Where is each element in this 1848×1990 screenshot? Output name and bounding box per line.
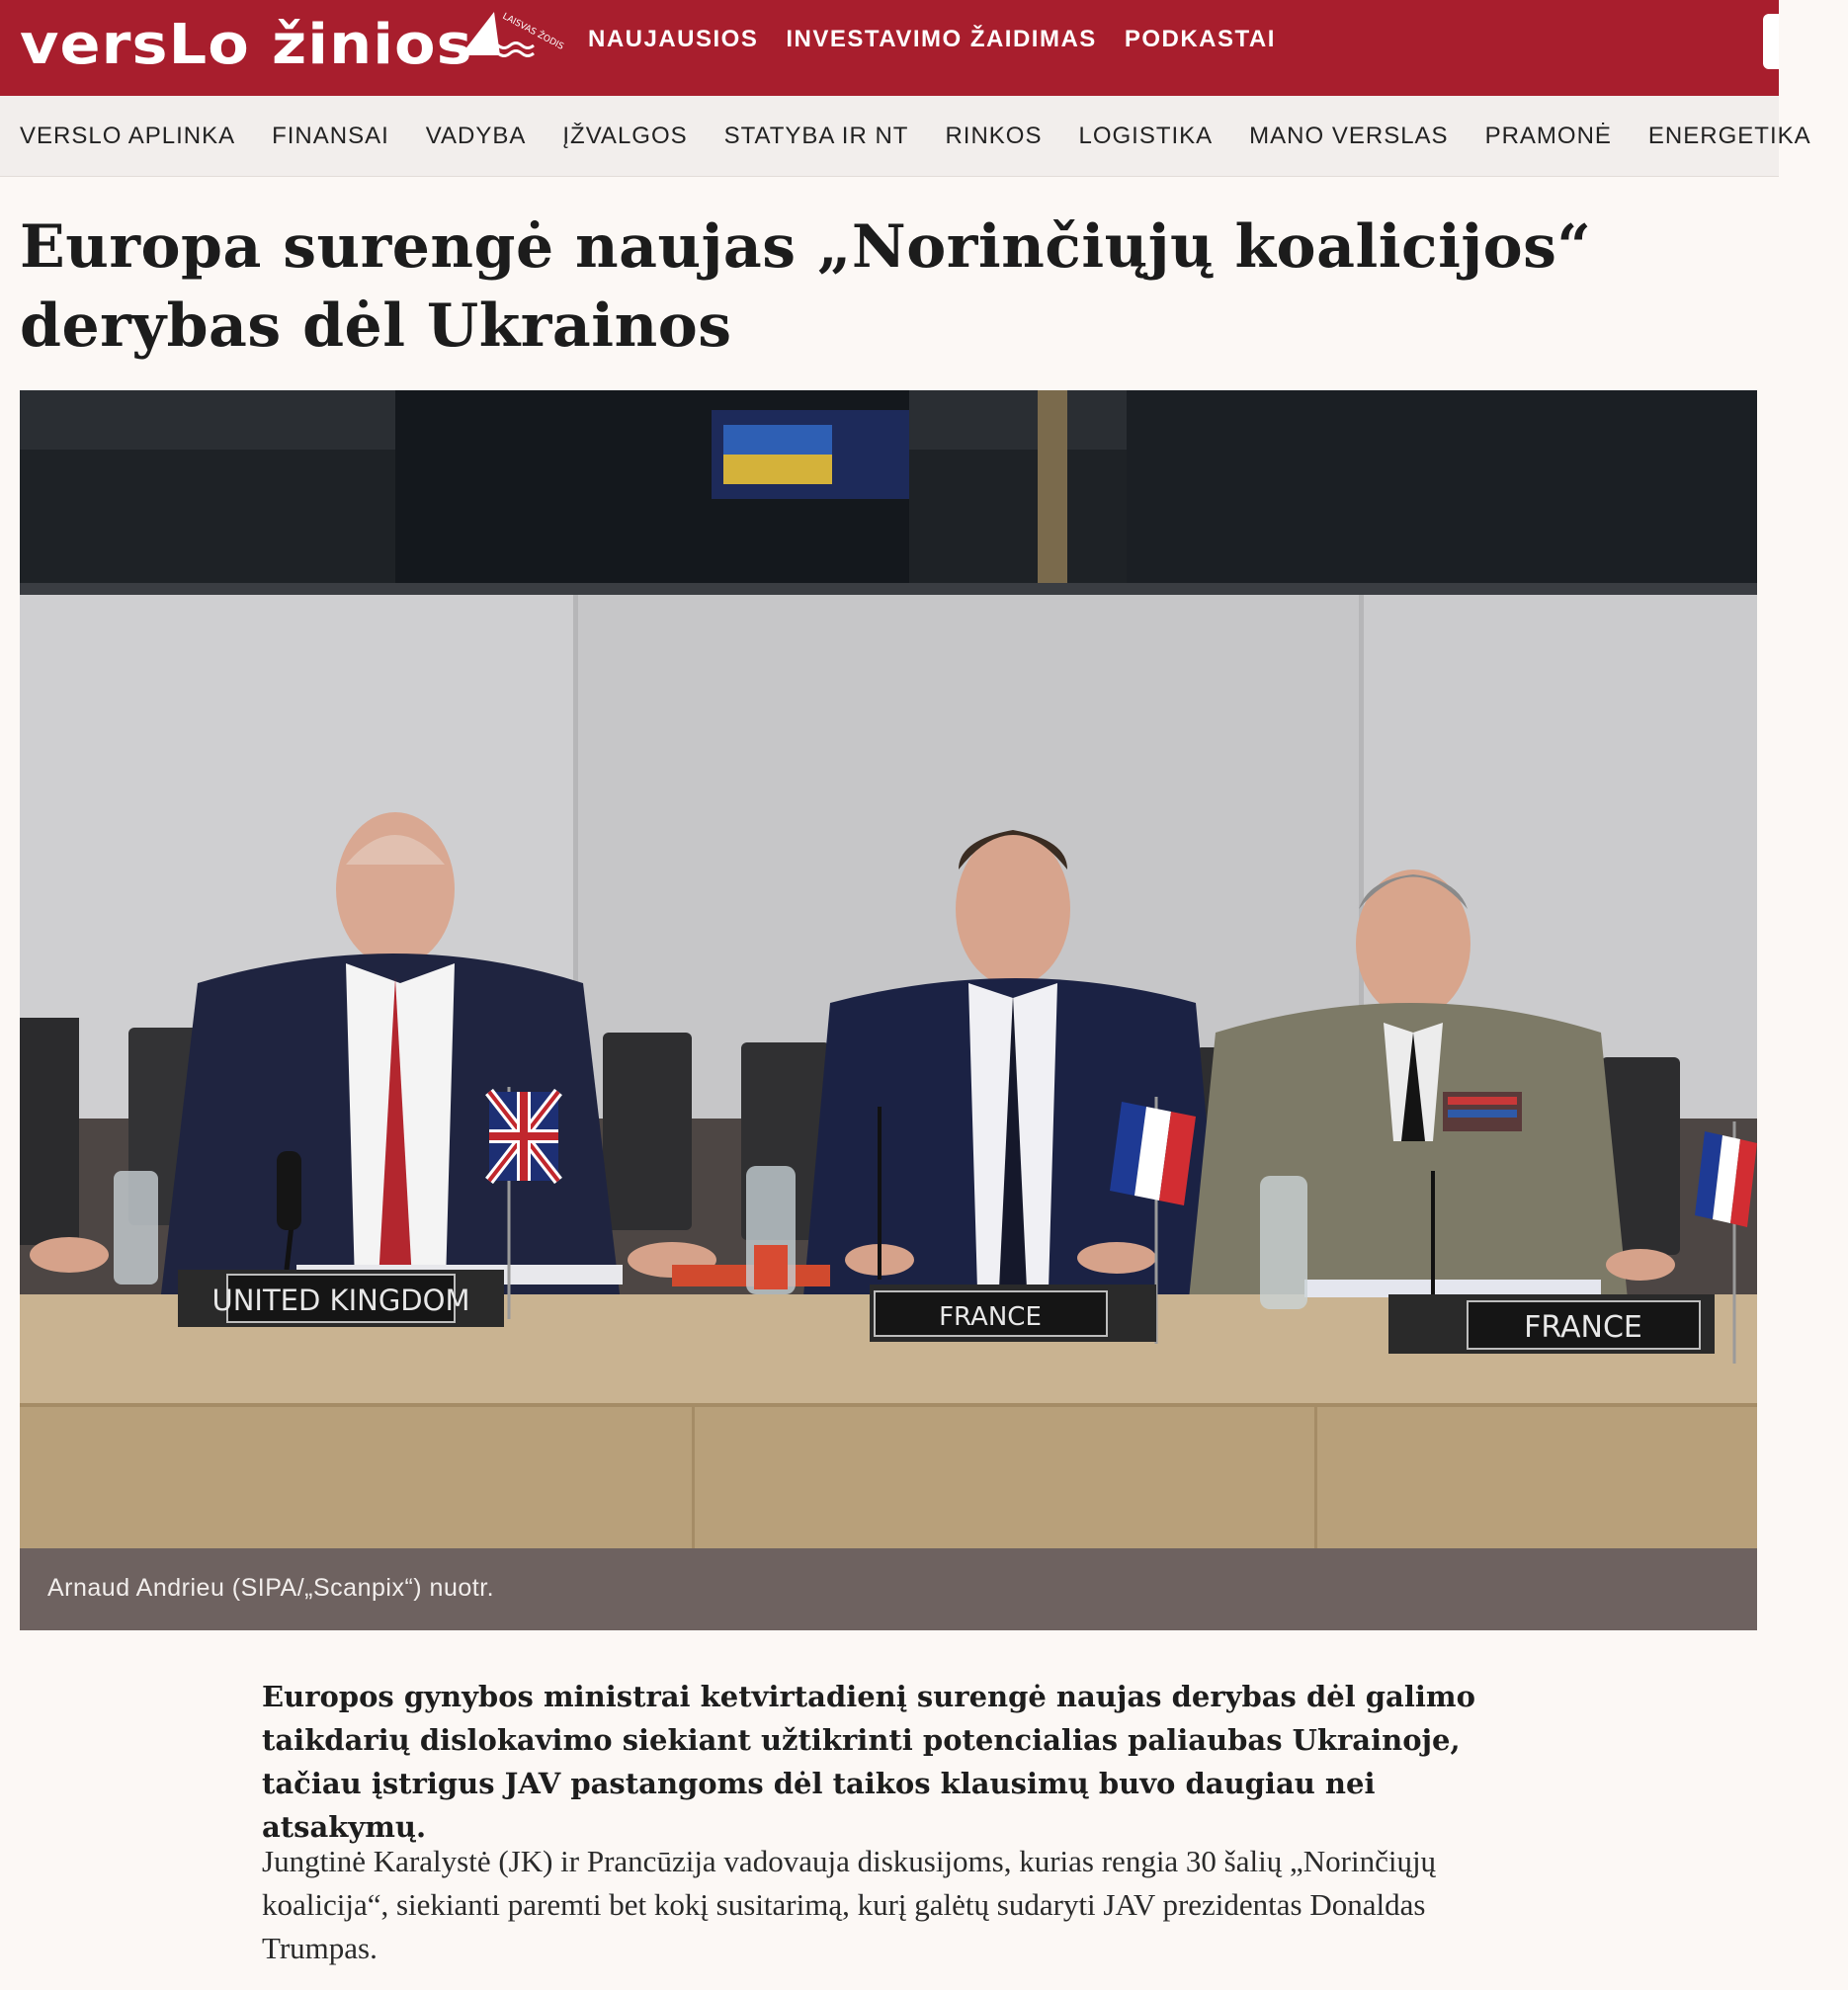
section-vadyba[interactable]: VADYBA	[425, 123, 527, 149]
placard-france-right: FRANCE	[1524, 1310, 1642, 1345]
top-nav-podkastai[interactable]: PODKASTAI	[1124, 26, 1276, 52]
placard-united-kingdom: UNITED KINGDOM	[211, 1284, 470, 1317]
top-nav-naujausios[interactable]: NAUJAUSIOS	[588, 26, 759, 52]
photo-caption: Arnaud Andrieu (SIPA/„Scanpix“) nuotr.	[47, 1574, 495, 1602]
top-nav-investavimo-zaidimas[interactable]: INVESTAVIMO ŽAIDIMAS	[786, 26, 1097, 52]
section-nav	[0, 96, 1811, 177]
meeting-photo	[20, 390, 1757, 1548]
top-nav	[588, 26, 1276, 53]
section-pramone[interactable]: PRAMONĖ	[1484, 123, 1612, 149]
article-paragraph: Jungtinė Karalystė (JK) ir Prancūzija vadovauja diskusijoms, kurias rengia 30 šalių „Norinčiųjų koalicija“, siekianti paremti bet kokį susitarimą, kurį galėtų sudaryti JAV prezidentas Donaldas Trumpas.	[262, 1844, 1437, 1965]
section-rinkos[interactable]: RINKOS	[945, 123, 1043, 149]
section-verslo-aplinka[interactable]: VERSLO APLINKA	[20, 123, 236, 149]
top-bar	[0, 0, 1779, 96]
section-mano-verslas[interactable]: MANO VERSLAS	[1249, 123, 1449, 149]
section-energetika[interactable]: ENERGETIKA	[1647, 123, 1811, 149]
section-finansai[interactable]: FINANSAI	[272, 123, 389, 149]
logo-wordmark[interactable]: versLo žinios	[20, 12, 473, 77]
section-statyba-ir-nt[interactable]: STATYBA IR NT	[723, 123, 909, 149]
article-title: Europa surengė naujas „Norinčiųjų koalicijos“ derybas dėl Ukrainos	[20, 212, 1592, 361]
photo-caption-bar	[20, 1548, 1757, 1630]
site-logo[interactable]	[20, 12, 473, 77]
section-izvalgos[interactable]: ĮŽVALGOS	[562, 123, 688, 149]
article-lead: Europos gynybos ministrai ketvirtadienį surengė naujas derybas dėl galimo taikdarių dislokavimo siekiant užtikrinti potencialias paliaubas Ukrainoje, tačiau įstrigus JAV pastangoms dėl taikos klausimų buvo daugiau nei atsakymų.	[262, 1680, 1475, 1844]
placard-france-center: FRANCE	[939, 1302, 1042, 1332]
article-photo[interactable]	[20, 390, 1757, 1630]
header-right-tab[interactable]	[1763, 14, 1779, 69]
logo-badge: LAISVAS ŽODIS	[500, 11, 565, 52]
logo-wave-icon	[457, 4, 565, 63]
section-logistika[interactable]: LOGISTIKA	[1078, 123, 1214, 149]
